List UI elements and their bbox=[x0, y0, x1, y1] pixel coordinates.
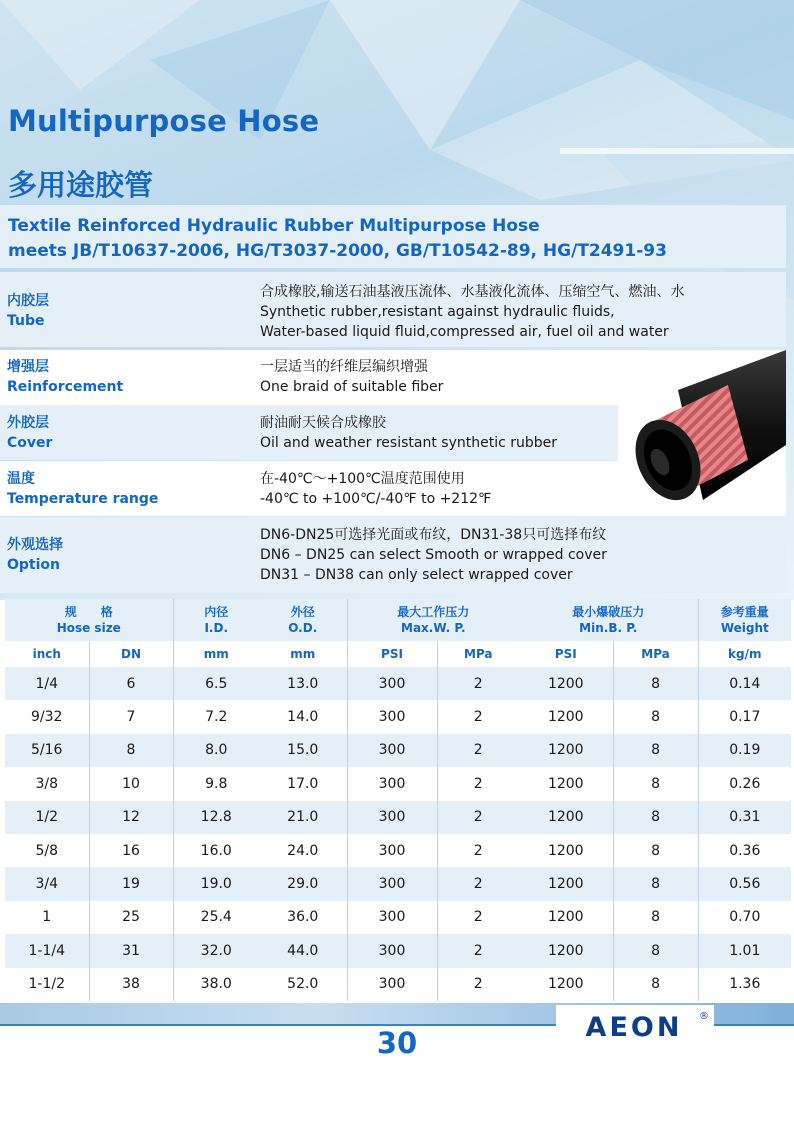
table-cell: 31 bbox=[89, 934, 173, 967]
table-row bbox=[5, 867, 791, 900]
header-en: I.D. bbox=[204, 621, 229, 635]
table-row bbox=[5, 934, 791, 967]
spec-text-line: DN6-DN25可选择光面或布纹，DN31-38只可选择布纹 bbox=[260, 527, 607, 543]
table-cell: 8 bbox=[613, 767, 698, 800]
table-row bbox=[5, 901, 791, 934]
header-hose-size bbox=[5, 599, 173, 641]
table-row bbox=[5, 667, 791, 700]
spec-text-line: 合成橡胶,输送石油基液压流体、水基液化流体、压缩空气、燃油、水 bbox=[260, 284, 685, 300]
table-cell: 19.0 bbox=[173, 867, 259, 900]
unit-cell: kg/m bbox=[698, 641, 791, 667]
table-cell: 1/4 bbox=[5, 667, 89, 700]
unit-cell: mm bbox=[173, 641, 259, 667]
unit-cell: MPa bbox=[613, 641, 698, 667]
table-cell: 6 bbox=[89, 667, 173, 700]
spec-label-cn: 外观选择 bbox=[7, 537, 63, 553]
table-cell: 2 bbox=[437, 834, 519, 867]
spec-label-en: Reinforcement bbox=[7, 379, 124, 395]
table-cell: 32.0 bbox=[173, 934, 259, 967]
table-cell: 300 bbox=[347, 801, 437, 834]
table-cell: 1200 bbox=[519, 901, 613, 934]
logo-text: AEON bbox=[585, 1012, 683, 1043]
table-header-row bbox=[5, 599, 791, 641]
table-row bbox=[5, 834, 791, 867]
spec-text-line: One braid of suitable fiber bbox=[260, 379, 444, 395]
table-cell: 1-1/2 bbox=[5, 968, 89, 1001]
header-en: Weight bbox=[720, 621, 769, 635]
table-cell: 14.0 bbox=[259, 700, 347, 733]
logo-graphic bbox=[556, 1005, 714, 1047]
table-cell: 19 bbox=[89, 867, 173, 900]
aeon-logo bbox=[556, 1005, 714, 1047]
table-cell: 8.0 bbox=[173, 734, 259, 767]
table-cell: 2 bbox=[437, 801, 519, 834]
table-cell: 300 bbox=[347, 767, 437, 800]
table-cell: 1200 bbox=[519, 801, 613, 834]
table-cell: 1.36 bbox=[698, 968, 791, 1001]
spec-row-tube bbox=[0, 272, 786, 347]
table-cell: 1200 bbox=[519, 834, 613, 867]
header-weight bbox=[698, 599, 791, 641]
header-id bbox=[173, 599, 259, 641]
subtitle-line-1: Textile Reinforced Hydraulic Rubber Multipurpose Hose bbox=[8, 216, 540, 236]
header-cn: 内径 bbox=[204, 605, 229, 619]
spec-text-line: 一层适当的纤维层编织增强 bbox=[260, 359, 428, 375]
table-cell: 25.4 bbox=[173, 901, 259, 934]
table-cell: 38 bbox=[89, 968, 173, 1001]
table-cell: 29.0 bbox=[259, 867, 347, 900]
table-cell: 2 bbox=[437, 867, 519, 900]
spec-text-line: -40℃ to +100℃/-40℉ to +212℉ bbox=[260, 491, 492, 507]
table-cell: 0.31 bbox=[698, 801, 791, 834]
page-number: 30 bbox=[376, 1026, 418, 1060]
table-cell: 52.0 bbox=[259, 968, 347, 1001]
table-cell: 7.2 bbox=[173, 700, 259, 733]
table-cell: 8 bbox=[613, 968, 698, 1001]
table-cell: 8 bbox=[613, 700, 698, 733]
spec-label-en: Temperature range bbox=[7, 491, 159, 507]
table-cell: 0.56 bbox=[698, 867, 791, 900]
spec-text-line: 耐油耐天候合成橡胶 bbox=[260, 415, 386, 431]
header-cn: 规 格 bbox=[64, 605, 113, 619]
unit-cell: PSI bbox=[347, 641, 437, 667]
spec-text-line: Synthetic rubber,resistant against hydraulic fluids, bbox=[260, 304, 615, 320]
table-cell: 300 bbox=[347, 901, 437, 934]
spec-text-line: 在-40℃～+100℃温度范围使用 bbox=[260, 471, 465, 487]
table-cell: 1-1/4 bbox=[5, 934, 89, 967]
table-cell: 2 bbox=[437, 901, 519, 934]
table-cell: 300 bbox=[347, 968, 437, 1001]
table-cell: 8 bbox=[613, 734, 698, 767]
hose-product-image bbox=[618, 350, 786, 512]
table-cell: 5/8 bbox=[5, 834, 89, 867]
table-cell: 25 bbox=[89, 901, 173, 934]
table-cell: 5/16 bbox=[5, 734, 89, 767]
table-cell: 1200 bbox=[519, 700, 613, 733]
table-cell: 3/8 bbox=[5, 767, 89, 800]
unit-cell: DN bbox=[89, 641, 173, 667]
spec-text-line: Oil and weather resistant synthetic rubber bbox=[260, 435, 558, 451]
table-cell: 8 bbox=[613, 934, 698, 967]
table-cell: 15.0 bbox=[259, 734, 347, 767]
spec-label-en: Option bbox=[7, 557, 60, 573]
table-cell: 16 bbox=[89, 834, 173, 867]
table-cell: 2 bbox=[437, 667, 519, 700]
table-cell: 1200 bbox=[519, 934, 613, 967]
table-row bbox=[5, 801, 791, 834]
spec-label-en: Cover bbox=[7, 435, 53, 451]
table-cell: 8 bbox=[89, 734, 173, 767]
unit-cell: PSI bbox=[519, 641, 613, 667]
unit-cell: MPa bbox=[437, 641, 519, 667]
spec-label-cn: 外胶层 bbox=[7, 415, 49, 431]
table-cell: 300 bbox=[347, 667, 437, 700]
table-cell: 0.17 bbox=[698, 700, 791, 733]
table-cell: 38.0 bbox=[173, 968, 259, 1001]
subtitle-line-2: meets JB/T10637-2006, HG/T3037-2000, GB/T10542-89, HG/T2491-93 bbox=[8, 241, 667, 261]
table-cell: 9/32 bbox=[5, 700, 89, 733]
table-cell: 36.0 bbox=[259, 901, 347, 934]
table-row bbox=[5, 968, 791, 1001]
table-cell: 300 bbox=[347, 734, 437, 767]
table-cell: 2 bbox=[437, 700, 519, 733]
spec-label-cn: 温度 bbox=[7, 471, 35, 487]
table-cell: 8 bbox=[613, 801, 698, 834]
table-cell: 0.14 bbox=[698, 667, 791, 700]
table-cell: 1200 bbox=[519, 968, 613, 1001]
table-row bbox=[5, 700, 791, 733]
spec-row-option bbox=[0, 517, 786, 593]
logo-mark: ® bbox=[699, 1011, 709, 1022]
table-cell: 16.0 bbox=[173, 834, 259, 867]
spec-label-en: Tube bbox=[7, 313, 45, 329]
table-cell: 8 bbox=[613, 867, 698, 900]
spec-text-line: DN6 – DN25 can select Smooth or wrapped cover bbox=[260, 547, 607, 563]
table-cell: 1.01 bbox=[698, 934, 791, 967]
table-cell: 13.0 bbox=[259, 667, 347, 700]
table-cell: 0.26 bbox=[698, 767, 791, 800]
table-cell: 2 bbox=[437, 968, 519, 1001]
table-cell: 300 bbox=[347, 934, 437, 967]
header-cn: 参考重量 bbox=[720, 605, 769, 619]
header-cn: 最小爆破压力 bbox=[572, 605, 645, 619]
table-cell: 12.8 bbox=[173, 801, 259, 834]
header-cn: 最大工作压力 bbox=[397, 605, 470, 619]
table-cell: 3/4 bbox=[5, 867, 89, 900]
table-cell: 300 bbox=[347, 834, 437, 867]
header-en: O.D. bbox=[288, 621, 318, 635]
table-cell: 1200 bbox=[519, 667, 613, 700]
table-cell: 1200 bbox=[519, 767, 613, 800]
table-cell: 0.19 bbox=[698, 734, 791, 767]
table-cell: 2 bbox=[437, 767, 519, 800]
unit-cell: inch bbox=[5, 641, 89, 667]
table-cell: 8 bbox=[613, 834, 698, 867]
specification-table bbox=[5, 599, 791, 1001]
table-cell: 300 bbox=[347, 700, 437, 733]
table-cell: 10 bbox=[89, 767, 173, 800]
table-cell: 6.5 bbox=[173, 667, 259, 700]
table-cell: 2 bbox=[437, 934, 519, 967]
table-row bbox=[5, 734, 791, 767]
unit-cell: mm bbox=[259, 641, 347, 667]
table-cell: 1 bbox=[5, 901, 89, 934]
header-od bbox=[259, 599, 347, 641]
header-burst-pressure bbox=[519, 599, 698, 641]
header-en: Hose size bbox=[56, 621, 121, 635]
table-cell: 44.0 bbox=[259, 934, 347, 967]
table-cell: 1200 bbox=[519, 734, 613, 767]
spec-label-cn: 增强层 bbox=[7, 359, 49, 375]
table-cell: 12 bbox=[89, 801, 173, 834]
table-cell: 300 bbox=[347, 867, 437, 900]
table-cell: 21.0 bbox=[259, 801, 347, 834]
header-en: Min.B. P. bbox=[579, 621, 638, 635]
header-en: Max.W. P. bbox=[401, 621, 466, 635]
header-cn: 外径 bbox=[290, 605, 315, 619]
spec-label-cn: 内胶层 bbox=[7, 293, 49, 309]
table-cell: 0.70 bbox=[698, 901, 791, 934]
page-title-chinese: 多用途胶管 bbox=[8, 168, 154, 202]
table-cell: 0.36 bbox=[698, 834, 791, 867]
product-subtitle bbox=[0, 205, 786, 268]
page-title: Multipurpose Hose bbox=[8, 104, 320, 138]
table-cell: 1/2 bbox=[5, 801, 89, 834]
header-working-pressure bbox=[347, 599, 519, 641]
table-cell: 8 bbox=[613, 901, 698, 934]
table-row bbox=[5, 767, 791, 800]
spec-text-line: Water-based liquid fluid,compressed air, fuel oil and water bbox=[260, 324, 669, 340]
table-cell: 8 bbox=[613, 667, 698, 700]
table-cell: 7 bbox=[89, 700, 173, 733]
table-cell: 9.8 bbox=[173, 767, 259, 800]
table-cell: 2 bbox=[437, 734, 519, 767]
table-cell: 1200 bbox=[519, 867, 613, 900]
table-cell: 17.0 bbox=[259, 767, 347, 800]
table-cell: 24.0 bbox=[259, 834, 347, 867]
spec-text-line: DN31 – DN38 can only select wrapped cover bbox=[260, 567, 573, 583]
table-units-row bbox=[5, 641, 791, 667]
